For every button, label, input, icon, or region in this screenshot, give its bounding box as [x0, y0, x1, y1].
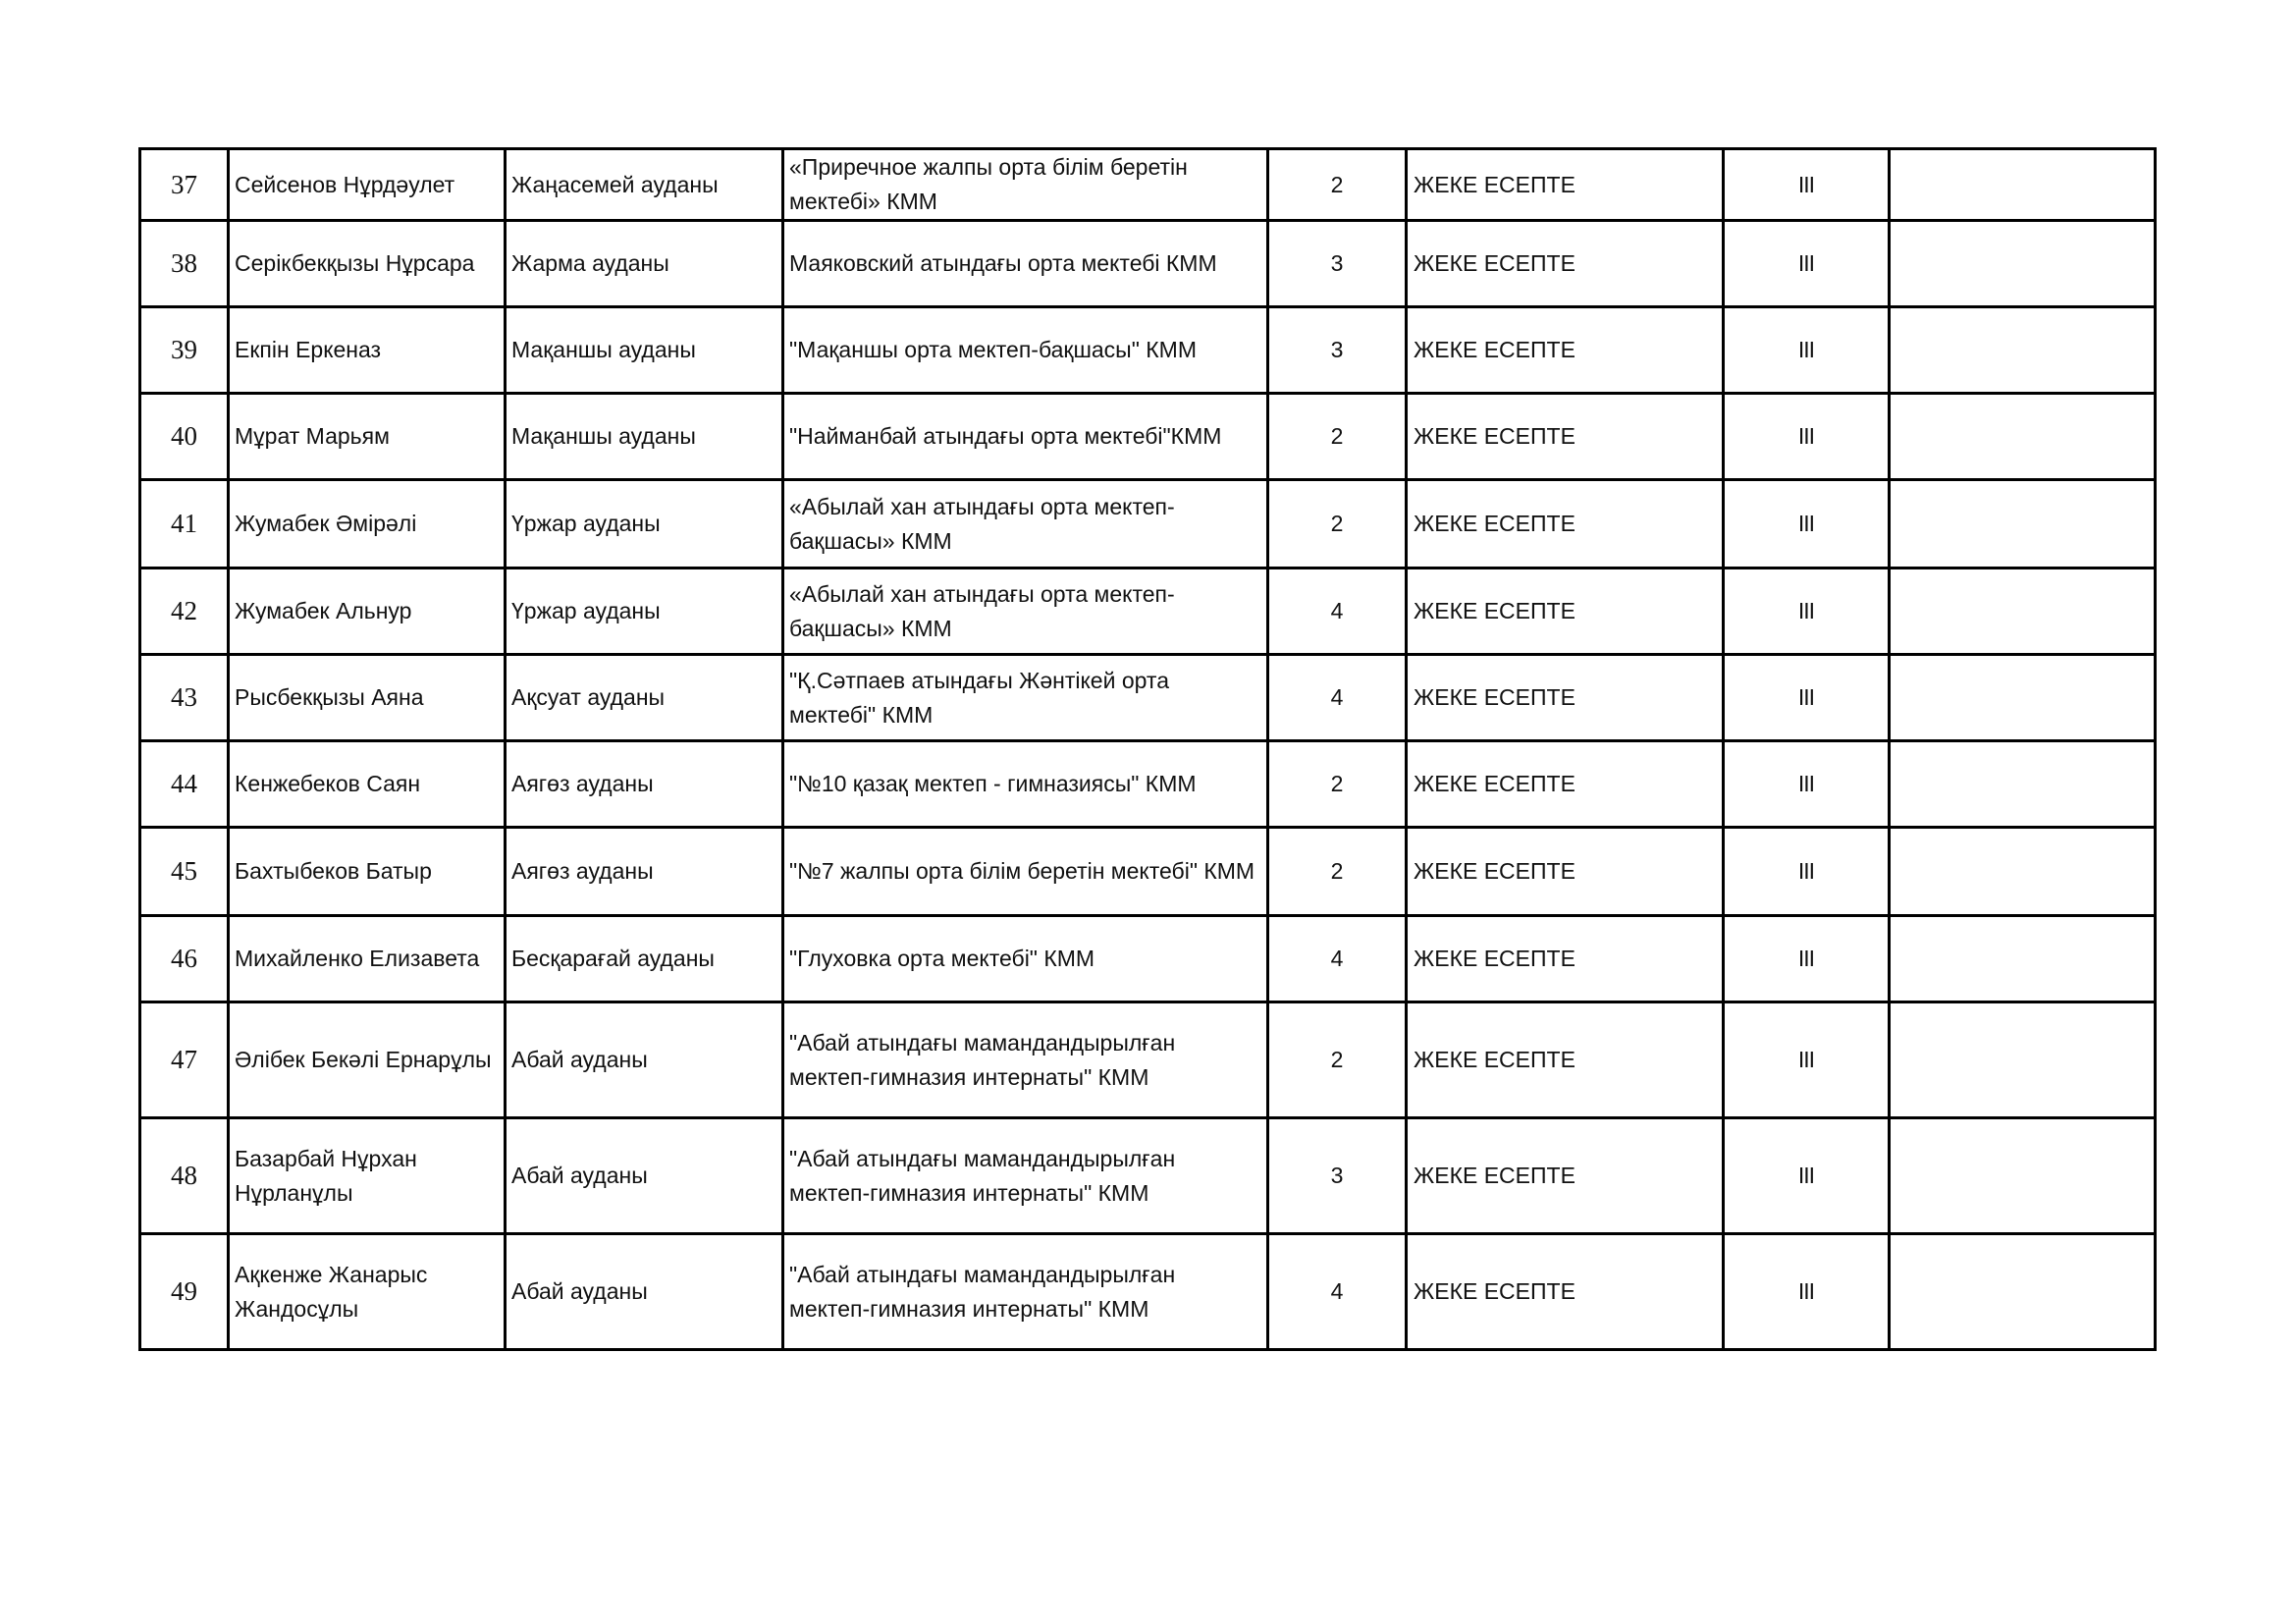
note-cell [1890, 568, 2156, 655]
note-cell [1890, 307, 2156, 394]
grade-value: 3 [1268, 307, 1407, 394]
school-name: "Глуховка орта мектебі" КММ [783, 916, 1268, 1002]
status-text: ЖЕКЕ ЕСЕПТЕ [1407, 741, 1724, 828]
school-name: «Абылай хан атындағы орта мектеп-бақшасы» КММ [783, 568, 1268, 655]
status-text: ЖЕКЕ ЕСЕПТЕ [1407, 1118, 1724, 1234]
level-value: III [1724, 655, 1890, 741]
district-name: Мақаншы ауданы [506, 307, 783, 394]
row-number: 44 [140, 741, 229, 828]
grade-value: 4 [1268, 568, 1407, 655]
row-number: 47 [140, 1002, 229, 1118]
district-name: Жаңасемей ауданы [506, 149, 783, 221]
status-text: ЖЕКЕ ЕСЕПТЕ [1407, 1002, 1724, 1118]
row-number: 42 [140, 568, 229, 655]
row-number: 49 [140, 1234, 229, 1350]
table-row [140, 655, 2156, 741]
level-value: III [1724, 149, 1890, 221]
school-name: "Мақаншы орта мектеп-бақшасы" КММ [783, 307, 1268, 394]
table-row [140, 1234, 2156, 1350]
note-cell [1890, 655, 2156, 741]
school-name: Маяковский атындағы орта мектебі КММ [783, 221, 1268, 307]
student-name: Бахтыбеков Батыр [229, 828, 506, 916]
note-cell [1890, 149, 2156, 221]
table-row [140, 394, 2156, 480]
status-text: ЖЕКЕ ЕСЕПТЕ [1407, 149, 1724, 221]
level-value: III [1724, 741, 1890, 828]
status-text: ЖЕКЕ ЕСЕПТЕ [1407, 568, 1724, 655]
student-name: Рысбекқызы Аяна [229, 655, 506, 741]
grade-value: 2 [1268, 149, 1407, 221]
district-name: Ақсуат ауданы [506, 655, 783, 741]
level-value: III [1724, 568, 1890, 655]
student-name: Жумабек Әмірәлі [229, 480, 506, 568]
student-name: Жумабек Альнур [229, 568, 506, 655]
status-text: ЖЕКЕ ЕСЕПТЕ [1407, 221, 1724, 307]
grade-value: 3 [1268, 1118, 1407, 1234]
student-name: Сейсенов Нұрдәулет [229, 149, 506, 221]
table-row [140, 307, 2156, 394]
row-number: 39 [140, 307, 229, 394]
district-name: Абай ауданы [506, 1234, 783, 1350]
school-name: "Найманбай атындағы орта мектебі"КММ [783, 394, 1268, 480]
table-body [140, 149, 2156, 1350]
district-name: Абай ауданы [506, 1002, 783, 1118]
row-number: 37 [140, 149, 229, 221]
table-row [140, 1002, 2156, 1118]
row-number: 38 [140, 221, 229, 307]
table-row [140, 1118, 2156, 1234]
status-text: ЖЕКЕ ЕСЕПТЕ [1407, 307, 1724, 394]
table-row [140, 221, 2156, 307]
student-name: Ақкенже Жанарыс Жандосұлы [229, 1234, 506, 1350]
level-value: III [1724, 221, 1890, 307]
status-text: ЖЕКЕ ЕСЕПТЕ [1407, 394, 1724, 480]
level-value: III [1724, 307, 1890, 394]
status-text: ЖЕКЕ ЕСЕПТЕ [1407, 916, 1724, 1002]
grade-value: 2 [1268, 394, 1407, 480]
note-cell [1890, 221, 2156, 307]
row-number: 41 [140, 480, 229, 568]
note-cell [1890, 480, 2156, 568]
school-name: "Абай атындағы мамандандырылған мектеп-гимназия интернаты" КММ [783, 1002, 1268, 1118]
grade-value: 2 [1268, 828, 1407, 916]
student-name: Әлібек Бекәлі Ернарұлы [229, 1002, 506, 1118]
level-value: III [1724, 1234, 1890, 1350]
student-name: Базарбай Нұрхан Нұрланұлы [229, 1118, 506, 1234]
grade-value: 2 [1268, 741, 1407, 828]
level-value: III [1724, 1002, 1890, 1118]
status-text: ЖЕКЕ ЕСЕПТЕ [1407, 1234, 1724, 1350]
grade-value: 4 [1268, 916, 1407, 1002]
level-value: III [1724, 916, 1890, 1002]
school-name: "№10 қазақ мектеп - гимназиясы" КММ [783, 741, 1268, 828]
status-text: ЖЕКЕ ЕСЕПТЕ [1407, 828, 1724, 916]
table-row [140, 480, 2156, 568]
grade-value: 4 [1268, 655, 1407, 741]
district-name: Үржар ауданы [506, 568, 783, 655]
note-cell [1890, 741, 2156, 828]
row-number: 48 [140, 1118, 229, 1234]
level-value: III [1724, 480, 1890, 568]
note-cell [1890, 1002, 2156, 1118]
grade-value: 3 [1268, 221, 1407, 307]
note-cell [1890, 1118, 2156, 1234]
participants-table [138, 147, 2157, 1351]
row-number: 40 [140, 394, 229, 480]
note-cell [1890, 1234, 2156, 1350]
level-value: III [1724, 394, 1890, 480]
student-name: Серікбекқызы Нұрсара [229, 221, 506, 307]
district-name: Аягөз ауданы [506, 741, 783, 828]
district-name: Абай ауданы [506, 1118, 783, 1234]
student-name: Мұрат Марьям [229, 394, 506, 480]
district-name: Жарма ауданы [506, 221, 783, 307]
table-row [140, 828, 2156, 916]
student-name: Екпін Еркеназ [229, 307, 506, 394]
row-number: 46 [140, 916, 229, 1002]
note-cell [1890, 394, 2156, 480]
school-name: "Абай атындағы мамандандырылған мектеп-гимназия интернаты" КММ [783, 1234, 1268, 1350]
status-text: ЖЕКЕ ЕСЕПТЕ [1407, 655, 1724, 741]
level-value: III [1724, 828, 1890, 916]
student-name: Кенжебеков Саян [229, 741, 506, 828]
district-name: Аягөз ауданы [506, 828, 783, 916]
row-number: 45 [140, 828, 229, 916]
grade-value: 2 [1268, 1002, 1407, 1118]
school-name: "Қ.Сәтпаев атындағы Жәнтікей орта мектебі" КММ [783, 655, 1268, 741]
grade-value: 4 [1268, 1234, 1407, 1350]
district-name: Мақаншы ауданы [506, 394, 783, 480]
table-row [140, 741, 2156, 828]
grade-value: 2 [1268, 480, 1407, 568]
level-value: III [1724, 1118, 1890, 1234]
note-cell [1890, 828, 2156, 916]
school-name: "№7 жалпы орта білім беретін мектебі" КММ [783, 828, 1268, 916]
district-name: Үржар ауданы [506, 480, 783, 568]
school-name: «Приречное жалпы орта білім беретін мектебі» КММ [783, 149, 1268, 221]
district-name: Бесқарағай ауданы [506, 916, 783, 1002]
table-row [140, 149, 2156, 221]
school-name: "Абай атындағы мамандандырылған мектеп-гимназия интернаты" КММ [783, 1118, 1268, 1234]
status-text: ЖЕКЕ ЕСЕПТЕ [1407, 480, 1724, 568]
student-name: Михайленко Елизавета [229, 916, 506, 1002]
row-number: 43 [140, 655, 229, 741]
school-name: «Абылай хан атындағы орта мектеп-бақшасы» КММ [783, 480, 1268, 568]
table-row [140, 916, 2156, 1002]
table-row [140, 568, 2156, 655]
note-cell [1890, 916, 2156, 1002]
